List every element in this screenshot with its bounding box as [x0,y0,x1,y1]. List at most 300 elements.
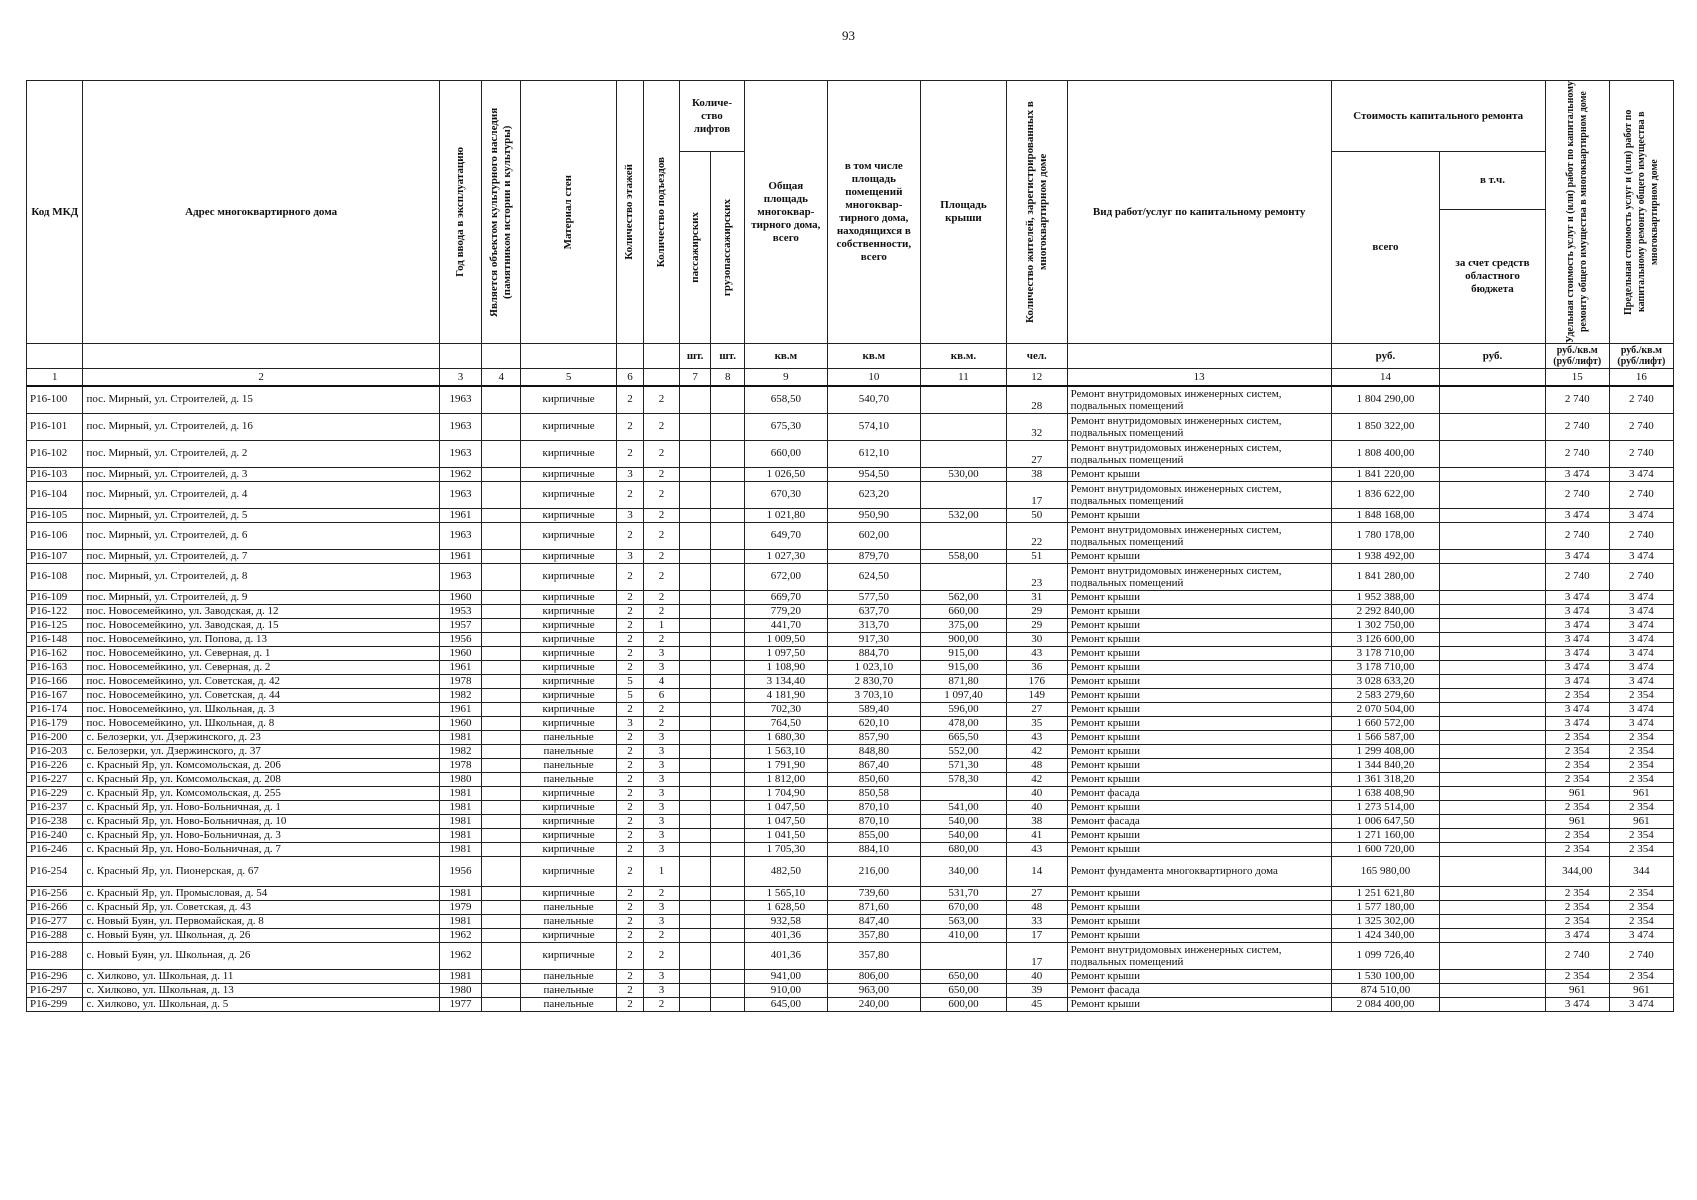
table-row [27,856,1674,886]
cell-walls: кирпичные [521,688,617,702]
cell-max-cost: 2 354 [1609,758,1673,772]
cell-cost-total: 1 361 318,20 [1331,772,1440,786]
column-number: 2 [83,369,439,387]
cell-residents: 50 [1006,508,1067,522]
cell-work: Ремонт крыши [1067,716,1331,730]
cell-residents: 51 [1006,549,1067,563]
cell-floors: 2 [616,646,643,660]
cell-max-cost: 3 474 [1609,467,1673,481]
cell-residents: 17 [1006,942,1067,969]
header-unit-cost: Удельная стоимость услуг и (или) работ по капитальному ремонту общего имущества в многоквартирном доме [1545,81,1609,344]
cell-entrances: 2 [644,942,680,969]
cell-heritage [482,632,521,646]
cell-unit-cost: 2 354 [1545,886,1609,900]
cell-heritage [482,688,521,702]
cell-cost-regional [1440,744,1545,758]
unit-cell [439,344,481,369]
cell-heritage [482,997,521,1011]
cell-work: Ремонт внутридомовых инженерных систем, подвальных помещений [1067,563,1331,590]
cell-area-total: 1 026,50 [745,467,828,481]
cell-walls: кирпичные [521,440,617,467]
cell-residents: 17 [1006,481,1067,508]
cell-area-owned: 917,30 [827,632,920,646]
cell-year: 1962 [439,467,481,481]
cell-work: Ремонт внутридомовых инженерных систем, подвальных помещений [1067,413,1331,440]
cell-address: с. Белозерки, ул. Дзержинского, д. 37 [83,744,439,758]
cell-cost-regional [1440,508,1545,522]
cell-area-owned: 623,20 [827,481,920,508]
cell-unit-cost: 2 740 [1545,481,1609,508]
cell-cost-total: 2 084 400,00 [1331,997,1440,1011]
cell-entrances: 2 [644,413,680,440]
cell-max-cost: 3 474 [1609,646,1673,660]
cell-lifts-cargo [711,900,745,914]
cell-residents: 40 [1006,800,1067,814]
cell-lifts-pass [679,618,711,632]
cell-floors: 2 [616,772,643,786]
cell-unit-cost: 2 354 [1545,730,1609,744]
cell-floors: 3 [616,716,643,730]
cell-entrances: 3 [644,660,680,674]
cell-cost-total: 1 836 622,00 [1331,481,1440,508]
cell-cost-total: 3 126 600,00 [1331,632,1440,646]
cell-entrances: 3 [644,786,680,800]
cell-work: Ремонт крыши [1067,969,1331,983]
cell-lifts-cargo [711,814,745,828]
cell-address: с. Новый Буян, ул. Школьная, д. 26 [83,942,439,969]
cell-cost-regional [1440,772,1545,786]
cell-floors: 2 [616,969,643,983]
cell-residents: 29 [1006,604,1067,618]
cell-kod: Р16-246 [27,842,83,856]
cell-entrances: 3 [644,828,680,842]
cell-entrances: 2 [644,481,680,508]
cell-lifts-cargo [711,942,745,969]
cell-kod: Р16-122 [27,604,83,618]
cell-area-owned: 574,10 [827,413,920,440]
cell-roof: 531,70 [921,886,1007,900]
cell-cost-regional [1440,590,1545,604]
cell-area-owned: 357,80 [827,942,920,969]
cell-max-cost: 3 474 [1609,716,1673,730]
column-number: 4 [482,369,521,387]
cell-year: 1962 [439,942,481,969]
cell-lifts-pass [679,563,711,590]
table-row [27,814,1674,828]
cell-lifts-pass [679,632,711,646]
cell-unit-cost: 3 474 [1545,549,1609,563]
cell-max-cost: 2 354 [1609,842,1673,856]
cell-year: 1963 [439,440,481,467]
cell-address: с. Красный Яр, ул. Ново-Больничная, д. 3 [83,828,439,842]
cell-lifts-pass [679,674,711,688]
cell-cost-regional [1440,800,1545,814]
cell-area-owned: 884,70 [827,646,920,660]
cell-lifts-cargo [711,842,745,856]
table-row [27,702,1674,716]
cell-max-cost: 3 474 [1609,702,1673,716]
table-row [27,828,1674,842]
cell-cost-total: 1 566 587,00 [1331,730,1440,744]
cell-max-cost: 2 740 [1609,942,1673,969]
cell-lifts-pass [679,828,711,842]
cell-unit-cost: 3 474 [1545,590,1609,604]
cell-heritage [482,549,521,563]
cell-walls: кирпичные [521,590,617,604]
cell-year: 1963 [439,413,481,440]
cell-walls: панельные [521,730,617,744]
cell-address: с. Красный Яр, ул. Ново-Больничная, д. 7 [83,842,439,856]
cell-lifts-pass [679,646,711,660]
cell-area-owned: 240,00 [827,997,920,1011]
table-row [27,942,1674,969]
table-row [27,730,1674,744]
cell-unit-cost: 2 354 [1545,688,1609,702]
cell-max-cost: 2 354 [1609,688,1673,702]
cell-area-total: 1 047,50 [745,800,828,814]
cell-work: Ремонт крыши [1067,997,1331,1011]
cell-area-owned: 739,60 [827,886,920,900]
cell-kod: Р16-240 [27,828,83,842]
cell-residents: 42 [1006,772,1067,786]
cell-lifts-cargo [711,632,745,646]
cell-max-cost: 3 474 [1609,632,1673,646]
cell-walls: кирпичные [521,508,617,522]
cell-year: 1960 [439,590,481,604]
cell-kod: Р16-297 [27,983,83,997]
cell-area-owned: 624,50 [827,563,920,590]
cell-cost-regional [1440,900,1545,914]
cell-roof: 532,00 [921,508,1007,522]
cell-year: 1981 [439,814,481,828]
unit-rate: руб./кв.м (руб/лифт) [1609,344,1673,369]
cell-address: пос. Новосемейкино, ул. Школьная, д. 8 [83,716,439,730]
table-row [27,674,1674,688]
column-number: 11 [921,369,1007,387]
cell-cost-total: 1 780 178,00 [1331,522,1440,549]
cell-cost-total: 1 841 280,00 [1331,563,1440,590]
cell-heritage [482,772,521,786]
cell-heritage [482,900,521,914]
cell-address: пос. Мирный, ул. Строителей, д. 16 [83,413,439,440]
cell-cost-total: 165 980,00 [1331,856,1440,886]
cell-address: пос. Новосемейкино, ул. Заводская, д. 15 [83,618,439,632]
cell-heritage [482,942,521,969]
cell-cost-total: 3 178 710,00 [1331,660,1440,674]
cell-unit-cost: 2 740 [1545,413,1609,440]
cell-roof: 915,00 [921,646,1007,660]
cell-cost-regional [1440,983,1545,997]
cell-residents: 39 [1006,983,1067,997]
cell-roof: 478,00 [921,716,1007,730]
column-number: 12 [1006,369,1067,387]
cell-address: пос. Новосемейкино, ул. Школьная, д. 3 [83,702,439,716]
cell-area-owned: 850,60 [827,772,920,786]
cell-entrances: 3 [644,900,680,914]
cell-work: Ремонт крыши [1067,800,1331,814]
cell-floors: 2 [616,983,643,997]
cell-work: Ремонт внутридомовых инженерных систем, подвальных помещений [1067,386,1331,413]
cell-floors: 2 [616,928,643,942]
cell-year: 1960 [439,716,481,730]
cell-lifts-pass [679,730,711,744]
cell-work: Ремонт крыши [1067,549,1331,563]
cell-residents: 23 [1006,563,1067,590]
cell-entrances: 2 [644,716,680,730]
cell-unit-cost: 961 [1545,814,1609,828]
cell-address: пос. Мирный, ул. Строителей, д. 5 [83,508,439,522]
cell-cost-total: 1 638 408,90 [1331,786,1440,800]
cell-floors: 2 [616,702,643,716]
cell-work: Ремонт крыши [1067,886,1331,900]
cell-year: 1978 [439,758,481,772]
cell-cost-total: 3 028 633,20 [1331,674,1440,688]
cell-year: 1963 [439,563,481,590]
table-row [27,618,1674,632]
header-work: Вид работ/услуг по капитальному ремонту [1067,81,1331,344]
cell-year: 1980 [439,983,481,997]
column-number: 6 [616,369,643,387]
table-row [27,886,1674,900]
cell-roof [921,786,1007,800]
header-kod: Код МКД [27,81,83,344]
cell-area-owned: 602,00 [827,522,920,549]
cell-area-total: 401,36 [745,928,828,942]
table-row [27,508,1674,522]
cell-roof: 650,00 [921,969,1007,983]
cell-entrances: 2 [644,549,680,563]
cell-kod: Р16-167 [27,688,83,702]
header-cost-regional: за счет средств областного бюджета [1440,210,1545,344]
column-number: 8 [711,369,745,387]
cell-lifts-pass [679,702,711,716]
cell-entrances: 3 [644,969,680,983]
cell-residents: 31 [1006,590,1067,604]
cell-cost-total: 3 178 710,00 [1331,646,1440,660]
cell-lifts-cargo [711,549,745,563]
header-roof: Площадь крыши [921,81,1007,344]
cell-max-cost: 344 [1609,856,1673,886]
cell-walls: кирпичные [521,716,617,730]
cell-cost-total: 1 660 572,00 [1331,716,1440,730]
cell-roof: 670,00 [921,900,1007,914]
cell-lifts-pass [679,842,711,856]
cell-area-owned: 954,50 [827,467,920,481]
cell-cost-regional [1440,842,1545,856]
cell-lifts-pass [679,481,711,508]
cell-walls: панельные [521,914,617,928]
cell-work: Ремонт крыши [1067,900,1331,914]
cell-unit-cost: 3 474 [1545,928,1609,942]
cell-lifts-cargo [711,772,745,786]
column-number: 15 [1545,369,1609,387]
cell-residents: 40 [1006,969,1067,983]
cell-floors: 5 [616,674,643,688]
cell-lifts-cargo [711,744,745,758]
cell-unit-cost: 3 474 [1545,660,1609,674]
cell-work: Ремонт крыши [1067,508,1331,522]
cell-cost-regional [1440,914,1545,928]
cell-walls: кирпичные [521,413,617,440]
cell-lifts-cargo [711,786,745,800]
cell-area-total: 660,00 [745,440,828,467]
cell-walls: кирпичные [521,856,617,886]
cell-max-cost: 2 740 [1609,481,1673,508]
cell-max-cost: 3 474 [1609,549,1673,563]
cell-cost-regional [1440,856,1545,886]
cell-work: Ремонт крыши [1067,674,1331,688]
cell-unit-cost: 2 354 [1545,914,1609,928]
table-row [27,563,1674,590]
cell-work: Ремонт фундамента многоквартирного дома [1067,856,1331,886]
cell-walls: панельные [521,772,617,786]
unit-cell [521,344,617,369]
cell-area-total: 658,50 [745,386,828,413]
table-row [27,772,1674,786]
cell-lifts-cargo [711,928,745,942]
cell-heritage [482,914,521,928]
cell-cost-regional [1440,969,1545,983]
table-row [27,481,1674,508]
cell-roof: 1 097,40 [921,688,1007,702]
cell-walls: кирпичные [521,928,617,942]
cell-heritage [482,508,521,522]
cell-residents: 40 [1006,786,1067,800]
cell-kod: Р16-266 [27,900,83,914]
cell-heritage [482,786,521,800]
cell-area-owned: 3 703,10 [827,688,920,702]
unit-people: чел. [1006,344,1067,369]
cell-walls: кирпичные [521,886,617,900]
cell-year: 1977 [439,997,481,1011]
cell-area-total: 645,00 [745,997,828,1011]
unit-sqm: кв.м [827,344,920,369]
cell-lifts-pass [679,900,711,914]
cell-kod: Р16-296 [27,969,83,983]
unit-rub: руб. [1331,344,1440,369]
cell-year: 1981 [439,969,481,983]
cell-residents: 27 [1006,440,1067,467]
cell-residents: 32 [1006,413,1067,440]
cell-address: пос. Новосемейкино, ул. Советская, д. 42 [83,674,439,688]
cell-cost-total: 1 841 220,00 [1331,467,1440,481]
header-floors: Количество этажей [616,81,643,344]
cell-area-total: 932,58 [745,914,828,928]
cell-area-total: 1 680,30 [745,730,828,744]
cell-area-owned: 620,10 [827,716,920,730]
cell-kod: Р16-288 [27,942,83,969]
cell-lifts-cargo [711,674,745,688]
cell-area-total: 3 134,40 [745,674,828,688]
cell-entrances: 2 [644,386,680,413]
cell-address: с. Красный Яр, ул. Советская, д. 43 [83,900,439,914]
cell-max-cost: 2 740 [1609,386,1673,413]
cell-lifts-cargo [711,800,745,814]
cell-unit-cost: 3 474 [1545,646,1609,660]
cell-walls: кирпичные [521,386,617,413]
cell-entrances: 2 [644,702,680,716]
cell-area-total: 1 108,90 [745,660,828,674]
cell-residents: 38 [1006,467,1067,481]
cell-cost-total: 2 583 279,60 [1331,688,1440,702]
capital-repair-table [26,80,1674,1012]
cell-floors: 2 [616,997,643,1011]
cell-lifts-cargo [711,481,745,508]
cell-kod: Р16-107 [27,549,83,563]
cell-cost-total: 1 938 492,00 [1331,549,1440,563]
cell-heritage [482,674,521,688]
cell-cost-regional [1440,604,1545,618]
cell-area-owned: 2 830,70 [827,674,920,688]
cell-address: с. Красный Яр, ул. Пионерская, д. 67 [83,856,439,886]
cell-lifts-cargo [711,618,745,632]
cell-residents: 22 [1006,522,1067,549]
cell-area-total: 649,70 [745,522,828,549]
column-number: 5 [521,369,617,387]
cell-entrances: 3 [644,842,680,856]
cell-kod: Р16-179 [27,716,83,730]
cell-unit-cost: 2 740 [1545,563,1609,590]
cell-lifts-pass [679,942,711,969]
table-row [27,744,1674,758]
column-number: 10 [827,369,920,387]
cell-unit-cost: 2 354 [1545,772,1609,786]
cell-unit-cost: 2 354 [1545,969,1609,983]
cell-roof: 340,00 [921,856,1007,886]
unit-cell [616,344,643,369]
table-row [27,590,1674,604]
cell-floors: 2 [616,440,643,467]
cell-floors: 2 [616,618,643,632]
header-walls: Материал стен [521,81,617,344]
cell-walls: кирпичные [521,646,617,660]
cell-area-owned: 870,10 [827,814,920,828]
cell-address: пос. Новосемейкино, ул. Заводская, д. 12 [83,604,439,618]
column-number: 7 [679,369,711,387]
cell-lifts-cargo [711,467,745,481]
cell-walls: кирпичные [521,618,617,632]
cell-area-total: 672,00 [745,563,828,590]
cell-roof: 660,00 [921,604,1007,618]
cell-area-total: 1 565,10 [745,886,828,900]
cell-area-total: 910,00 [745,983,828,997]
cell-max-cost: 2 354 [1609,886,1673,900]
cell-roof [921,440,1007,467]
cell-entrances: 3 [644,800,680,814]
cell-unit-cost: 3 474 [1545,467,1609,481]
cell-address: с. Красный Яр, ул. Промысловая, д. 54 [83,886,439,900]
header-cost-total: всего [1331,152,1440,344]
cell-address: с. Белозерки, ул. Дзержинского, д. 23 [83,730,439,744]
cell-heritage [482,828,521,842]
cell-kod: Р16-106 [27,522,83,549]
cell-residents: 43 [1006,842,1067,856]
cell-kod: Р16-237 [27,800,83,814]
cell-floors: 2 [616,563,643,590]
cell-heritage [482,563,521,590]
cell-kod: Р16-238 [27,814,83,828]
cell-residents: 48 [1006,900,1067,914]
cell-lifts-cargo [711,828,745,842]
cell-cost-regional [1440,674,1545,688]
cell-year: 1963 [439,481,481,508]
cell-residents: 35 [1006,716,1067,730]
cell-unit-cost: 3 474 [1545,632,1609,646]
cell-max-cost: 2 354 [1609,969,1673,983]
cell-heritage [482,481,521,508]
cell-kod: Р16-166 [27,674,83,688]
table-row [27,983,1674,997]
